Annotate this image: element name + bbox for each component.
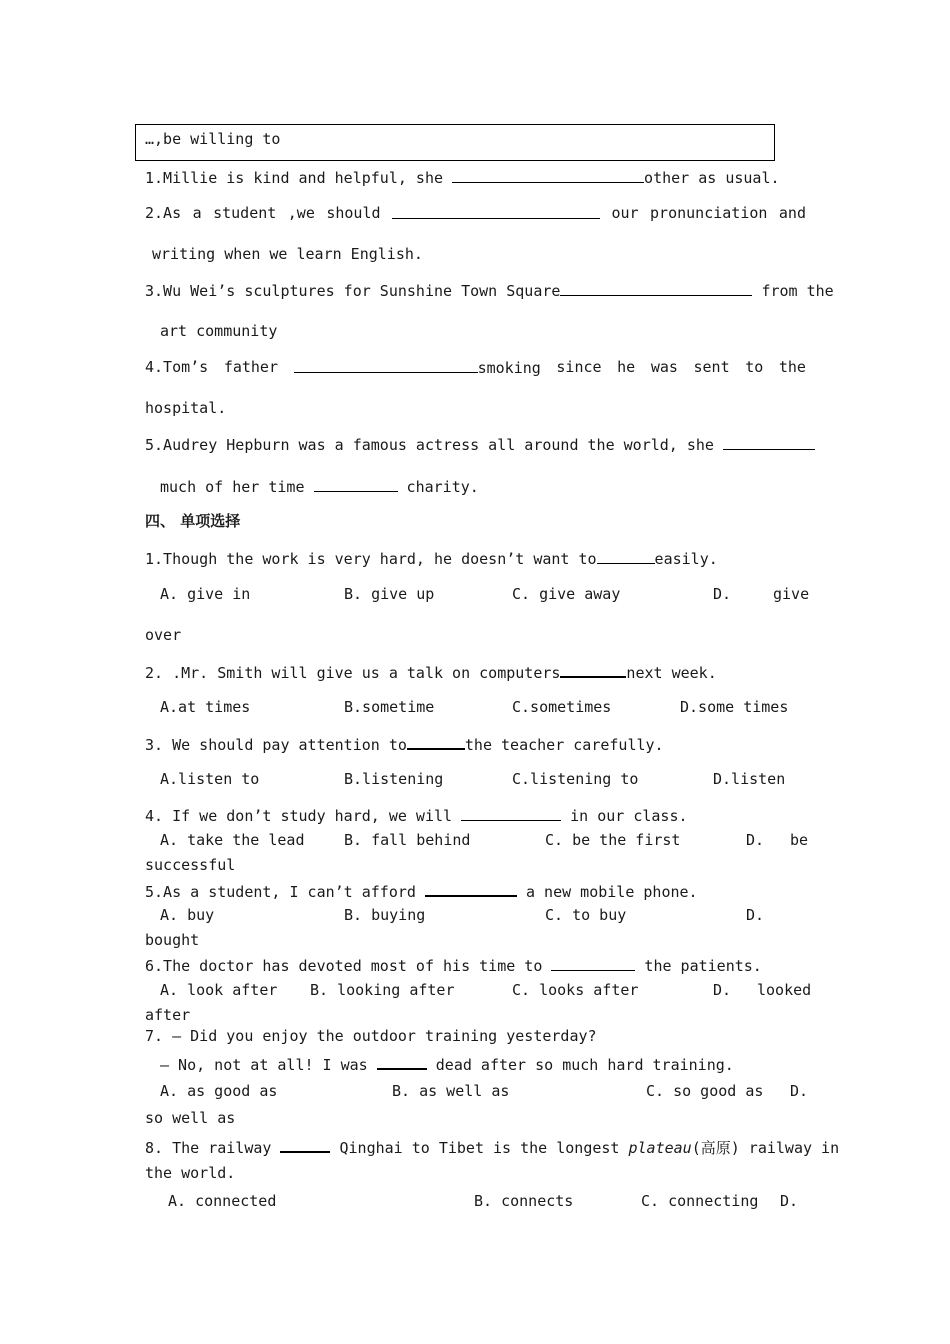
- answer-blank[interactable]: [452, 168, 644, 183]
- mc-question-5: 5.As a student, I can’t afford a new mobile phone.: [145, 883, 698, 901]
- option-c[interactable]: C. be the first: [545, 831, 681, 849]
- option-b[interactable]: B. give up: [344, 585, 435, 603]
- option-d-wrap: over: [145, 626, 182, 644]
- fill-question-5-cont: much of her time charity.: [160, 478, 479, 496]
- option-d[interactable]: D.: [780, 1192, 799, 1210]
- answer-blank[interactable]: [551, 956, 635, 971]
- fill-question-4: 4.Tom’s father smoking since he was sent to the: [145, 358, 806, 377]
- mc-question-6: 6.The doctor has devoted most of his time to the patients.: [145, 957, 762, 975]
- option-b[interactable]: B.sometime: [344, 698, 435, 716]
- option-d[interactable]: D.: [790, 1082, 809, 1100]
- fill-question-1: 1.Millie is kind and helpful, she other as usual.: [145, 169, 780, 187]
- option-a[interactable]: A. take the lead: [160, 831, 305, 849]
- option-a[interactable]: A. give in: [160, 585, 251, 603]
- option-a[interactable]: A. look after: [160, 981, 278, 999]
- fill-question-2: 2.As a student ,we should our pronunciation and: [145, 204, 806, 222]
- option-d-text: give: [773, 585, 810, 603]
- option-a[interactable]: A.at times: [160, 698, 251, 716]
- option-d[interactable]: D.: [746, 906, 765, 924]
- option-c[interactable]: C. looks after: [512, 981, 639, 999]
- option-b[interactable]: B. connects: [474, 1192, 574, 1210]
- fill-question-3: 3.Wu Wei’s sculptures for Sunshine Town Square from the: [145, 282, 834, 300]
- option-d-wrap: bought: [145, 931, 200, 949]
- option-d-text: looked: [757, 981, 812, 999]
- fill-question-2-cont: writing when we learn English.: [152, 245, 423, 263]
- section-title: 四、 单项选择: [145, 512, 241, 530]
- fill-question-4-cont: hospital.: [145, 399, 227, 417]
- option-d[interactable]: D.: [713, 981, 732, 999]
- fill-question-3-cont: art community: [160, 322, 278, 340]
- option-c[interactable]: C. connecting: [641, 1192, 759, 1210]
- option-d[interactable]: D.some times: [680, 698, 789, 716]
- answer-blank[interactable]: [597, 549, 655, 564]
- mc-question-4: 4. If we don’t study hard, we will in our class.: [145, 807, 688, 825]
- answer-blank[interactable]: [392, 204, 600, 219]
- mc-question-8-cont: the world.: [145, 1164, 236, 1182]
- mc-question-8: 8. The railway Qinghai to Tibet is the longest plateau(高原) railway in: [145, 1139, 840, 1157]
- answer-blank[interactable]: [377, 1054, 427, 1070]
- answer-blank[interactable]: [560, 281, 752, 296]
- option-c[interactable]: C.listening to: [512, 770, 639, 788]
- option-d[interactable]: D.listen: [713, 770, 786, 788]
- option-b[interactable]: B. fall behind: [344, 831, 471, 849]
- mc-question-1: 1.Though the work is very hard, he doesn’t want to easily.: [145, 550, 718, 568]
- mc-question-7-reply: — No, not at all! I was dead after so much hard training.: [160, 1056, 734, 1074]
- option-d[interactable]: D.: [746, 831, 765, 849]
- answer-blank[interactable]: [407, 734, 465, 750]
- mc-question-3: 3. We should pay attention to the teacher carefully.: [145, 736, 664, 754]
- answer-blank[interactable]: [461, 806, 561, 821]
- answer-blank[interactable]: [280, 1137, 330, 1153]
- option-d-wrap: so well as: [145, 1109, 236, 1127]
- option-d-text: be: [790, 831, 809, 849]
- option-d-wrap: successful: [145, 856, 236, 874]
- option-d[interactable]: D.: [713, 585, 732, 603]
- phrase-box-text: …,be willing to: [145, 130, 281, 148]
- option-b[interactable]: B. buying: [344, 906, 426, 924]
- option-c[interactable]: C.sometimes: [512, 698, 612, 716]
- mc-question-7: 7. — Did you enjoy the outdoor training yesterday?: [145, 1027, 597, 1045]
- answer-blank[interactable]: [560, 662, 626, 678]
- answer-blank[interactable]: [314, 477, 398, 492]
- option-a[interactable]: A. buy: [160, 906, 215, 924]
- option-a[interactable]: A. as good as: [160, 1082, 278, 1100]
- option-a[interactable]: A. connected: [168, 1192, 277, 1210]
- answer-blank[interactable]: [294, 358, 478, 373]
- answer-blank[interactable]: [425, 881, 517, 897]
- option-b[interactable]: B. looking after: [310, 981, 455, 999]
- option-c[interactable]: C. to buy: [545, 906, 627, 924]
- option-b[interactable]: B. as well as: [392, 1082, 510, 1100]
- option-b[interactable]: B.listening: [344, 770, 444, 788]
- mc-question-2: 2. .Mr. Smith will give us a talk on computers next week.: [145, 664, 717, 682]
- option-a[interactable]: A.listen to: [160, 770, 260, 788]
- fill-question-5: 5.Audrey Hepburn was a famous actress all around the world, she: [145, 435, 815, 454]
- option-d-wrap: after: [145, 1006, 191, 1024]
- option-c[interactable]: C. give away: [512, 585, 621, 603]
- answer-blank[interactable]: [723, 435, 815, 450]
- option-c[interactable]: C. so good as: [646, 1082, 764, 1100]
